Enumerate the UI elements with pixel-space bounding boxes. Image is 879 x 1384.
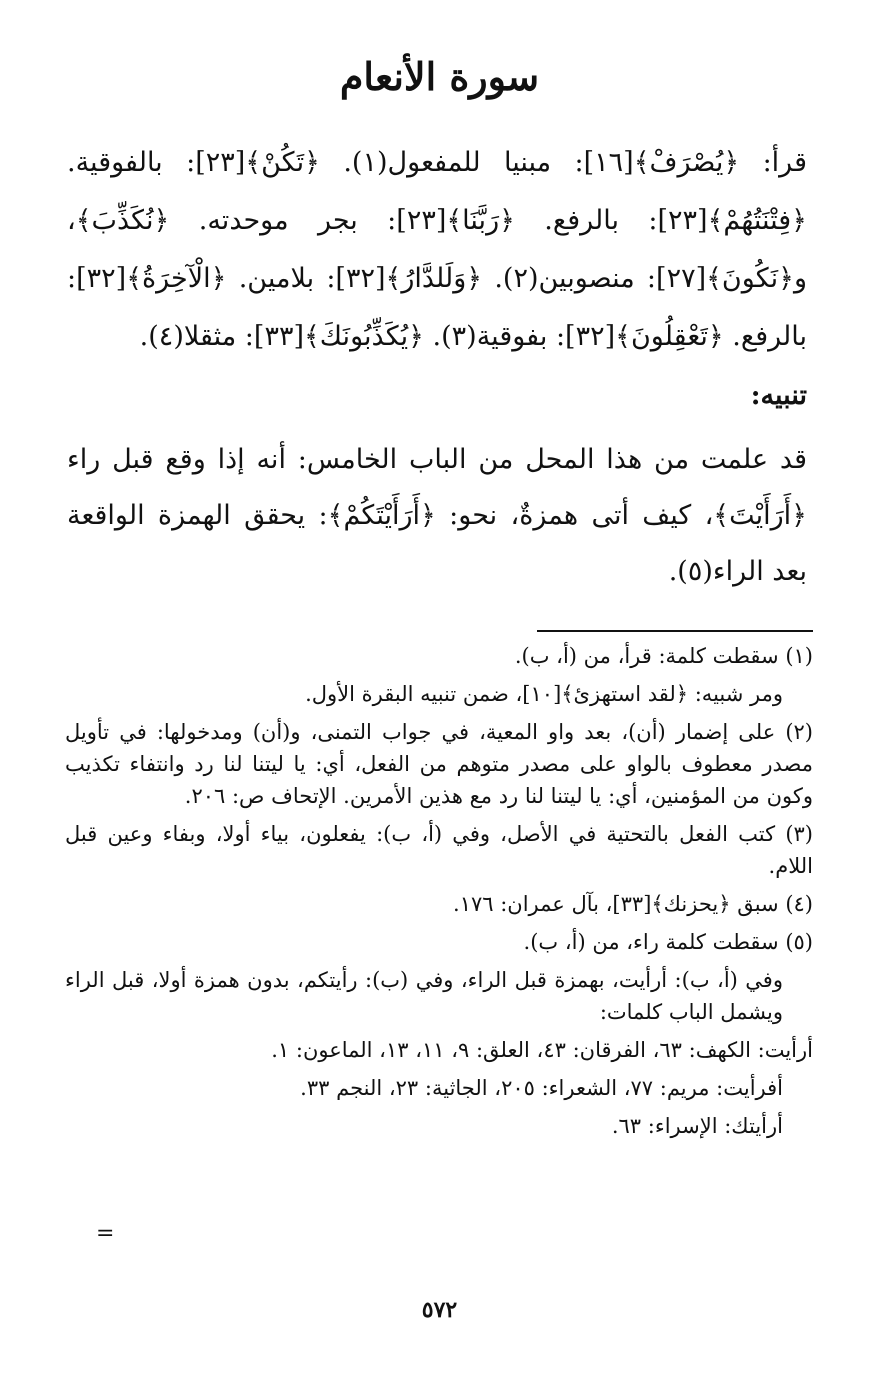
footnote-5-line-3: أرأيتك: الإسراء: ٦٣.: [611, 1114, 783, 1138]
footnote-1-detail: ومر شبيه: ﴿لقد استهزئ﴾[١٠]، ضمن تنبيه البقرة الأول.: [305, 682, 783, 706]
page-number: ٥٧٢: [421, 1297, 458, 1323]
surah-title: سورة الأنعام: [339, 54, 540, 99]
footnote-3: (٣) كتب الفعل بالتحتية في الأصل، وفي (أ، ب): يفعلون، بياء أولا، وبفاء وعين قبل اللام.: [65, 822, 813, 878]
footnote-5-line-2: أفرأيت: مريم: ٧٧، الشعراء: ٢٠٥، الجاثية: ٢٣، النجم ٣٣.: [300, 1076, 783, 1100]
note-paragraph: قد علمت من هذا المحل من الباب الخامس: أنه إذا وقع قبل راء ﴿أَرَأَيْتَ﴾، كيف أتى همزةٌ، نحو: ﴿أَرَأَيْتَكُمْ﴾: يحقق الهمزة الواقعة بعد الراء(٥).: [67, 444, 807, 587]
main-paragraph: قرأ: ﴿يُصْرَفْ﴾[١٦]: مبنيا للمفعول(١). ﴿تَكُنْ﴾[٢٣]: بالفوقية. ﴿فِتْنَتُهُمْ﴾[٢٣]: بالرفع. ﴿رَبَّنَا﴾[٢٣]: بجر موحدته. ﴿نُكَذِّبَ﴾، و﴿نَكُونَ﴾[٢٧]: منصوبين(٢). ﴿وَلَلدَّارُ﴾[٣٢]: بلامين. ﴿الْآخِرَةُ﴾[٣٢]: بالرفع. ﴿تَعْقِلُونَ﴾[٣٢]: بفوقية(٣). ﴿يُكَذِّبُونَكَ﴾[٣٣]: مثقلا(٤).: [67, 147, 807, 352]
footnote-5: (٥) سقطت كلمة راء، من (أ، ب).: [523, 930, 813, 954]
footnote-5-detail: وفي (أ، ب): أرأيت، بهمزة قبل الراء، وفي (ب): رأيتكم، بدون همزة أولا، قبل الراء ويشمل الباب كلمات:: [65, 968, 783, 1024]
footnote-divider: [537, 630, 813, 632]
footnote-4: (٤) سبق ﴿يحزنك﴾[٣٣]، بآل عمران: ١٧٦.: [453, 892, 813, 916]
footnotes-section: [65, 640, 813, 1148]
continuation-mark: =: [96, 1221, 115, 1246]
footnote-5-line-1: أرأيت: الكهف: ٦٣، الفرقان: ٤٣، العلق: ٩، ١١، ١٣، الماعون: ١.: [271, 1038, 813, 1062]
note-heading: تنبيه:: [750, 380, 807, 411]
footnote-1: (١) سقطت كلمة: قرأ، من (أ، ب).: [514, 644, 813, 668]
footnote-2: (٢) على إضمار (أن)، بعد واو المعية، في جواب التمنى، و(أن) ومدخولها: في تأويل مصدر معطوف بالواو على مصدر متوهم من الفعل، أي: يا ليتنا لنا رد وانتفاء تكذيب وكون من المؤمنين، أي: يا ليتنا لنا رد مع هذين الأمرين. الإتحاف ص: ٢٠٦.: [65, 720, 813, 808]
